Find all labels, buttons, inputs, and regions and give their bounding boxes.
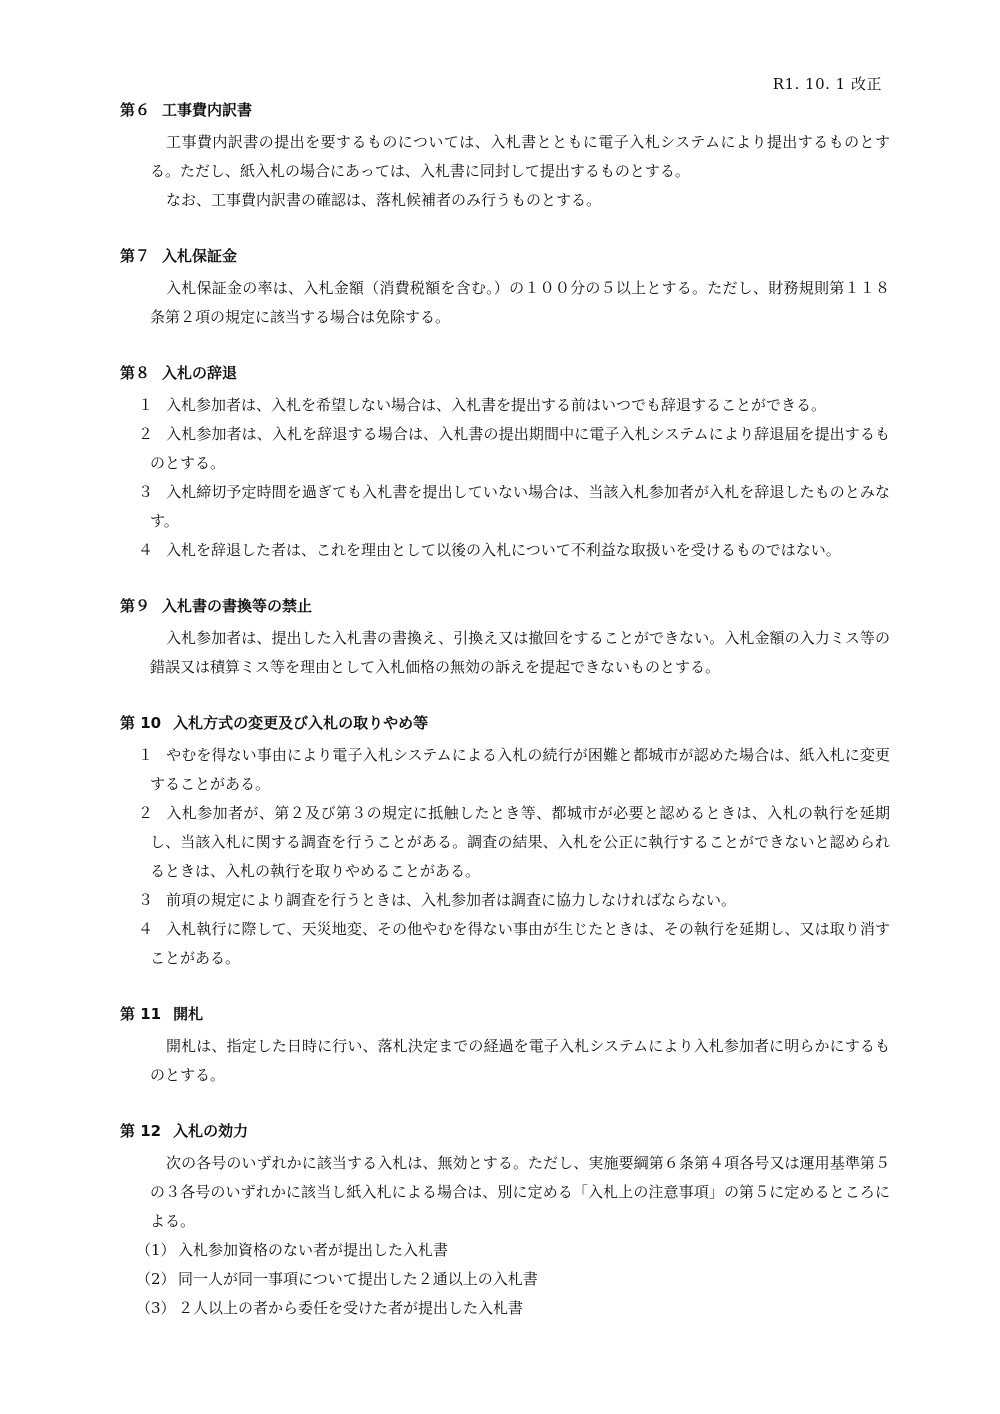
item-number: １ xyxy=(138,396,154,414)
section-heading xyxy=(120,98,890,122)
section-title: 入札保証金 xyxy=(162,247,238,265)
list-item xyxy=(120,536,890,565)
sub-item-text: 入札参加資格のない者が提出した入札書 xyxy=(178,1241,449,1259)
section-heading xyxy=(120,711,890,735)
item-text: 入札を辞退した者は、これを理由として以後の入札について不利益な取扱いを受けるものではない。 xyxy=(166,541,841,559)
section-6 xyxy=(120,98,890,215)
sub-item-text: 同一人が同一事項について提出した２通以上の入札書 xyxy=(178,1270,538,1288)
section-10 xyxy=(120,711,890,973)
list-item xyxy=(120,886,890,915)
section-title: 入札書の書換等の禁止 xyxy=(162,597,313,615)
section-number: 第９ xyxy=(120,597,151,615)
section-title: 工事費内訳書 xyxy=(162,101,253,119)
section-8 xyxy=(120,361,890,565)
section-title: 入札の効力 xyxy=(173,1122,249,1140)
list-item xyxy=(120,391,890,420)
section-number: 第７ xyxy=(120,247,151,265)
section-heading xyxy=(120,594,890,618)
item-number: ３ xyxy=(138,891,154,909)
item-number: ３ xyxy=(138,483,154,501)
revision-note: R1. 10. 1 改正 xyxy=(772,75,882,93)
sub-item-number: （2） xyxy=(136,1270,176,1288)
sub-item-text: ２人以上の者から委任を受けた者が提出した入札書 xyxy=(178,1299,524,1317)
section-11 xyxy=(120,1002,890,1090)
section-heading xyxy=(120,361,890,385)
section-7 xyxy=(120,244,890,332)
section-number: 第 10 xyxy=(120,714,162,732)
section-heading xyxy=(120,244,890,268)
section-heading xyxy=(120,1119,890,1143)
sub-item xyxy=(120,1294,890,1323)
item-number: ２ xyxy=(138,425,154,443)
section-number: 第６ xyxy=(120,101,151,119)
item-number: ２ xyxy=(138,804,154,822)
item-text: 前項の規定により調査を行うときは、入札参加者は調査に協力しなければならない。 xyxy=(166,891,737,909)
paragraph: 次の各号のいずれかに該当する入札は、無効とする。ただし、実施要綱第６条第４項各号又は運用基準第５の３各号のいずれかに該当し紙入札による場合は、別に定める「入札上の注意事項」の第５に定めるところによる。 xyxy=(150,1154,890,1230)
item-text: やむを得ない事由により電子入札システムによる入札の続行が困難と都城市が認めた場合は、紙入札に変更することがある。 xyxy=(150,746,890,793)
paragraph: 入札保証金の率は、入札金額（消費税額を含む。）の１００分の５以上とする。ただし、財務規則第１１８条第２項の規定に該当する場合は免除する。 xyxy=(150,279,890,326)
section-title: 開札 xyxy=(173,1005,204,1023)
paragraph: 開札は、指定した日時に行い、落札決定までの経過を電子入札システムにより入札参加者に明らかにするものとする。 xyxy=(150,1037,890,1084)
item-number: ４ xyxy=(138,920,154,938)
item-number: ４ xyxy=(138,541,154,559)
sub-item xyxy=(120,1236,890,1265)
section-title: 入札方式の変更及び入札の取りやめ等 xyxy=(173,714,429,732)
list-item xyxy=(120,420,890,478)
sub-item xyxy=(120,1265,890,1294)
paragraph: 入札参加者は、提出した入札書の書換え、引換え又は撤回をすることができない。入札金額の入力ミス等の錯誤又は積算ミス等を理由として入札価格の無効の訴えを提起できないものとする。 xyxy=(150,629,890,676)
paragraph: 工事費内訳書の提出を要するものについては、入札書とともに電子入札システムにより提出するものとする。ただし、紙入札の場合にあっては、入札書に同封して提出するものとする。 xyxy=(150,133,890,180)
section-12 xyxy=(120,1119,890,1323)
item-text: 入札参加者が、第２及び第３の規定に抵触したとき等、都城市が必要と認めるときは、入札の執行を延期し、当該入札に関する調査を行うことがある。調査の結果、入札を公正に執行することができないと認められるときは、入札の執行を取りやめることがある。 xyxy=(150,804,890,880)
item-text: 入札執行に際して、天災地変、その他やむを得ない事由が生じたときは、その執行を延期し、又は取り消すことがある。 xyxy=(150,920,890,967)
section-heading xyxy=(120,1002,890,1026)
section-9 xyxy=(120,594,890,682)
list-item xyxy=(120,915,890,973)
sub-item-number: （3） xyxy=(136,1299,176,1317)
section-number: 第８ xyxy=(120,364,151,382)
item-text: 入札締切予定時間を過ぎても入札書を提出していない場合は、当該入札参加者が入札を辞退したものとみなす。 xyxy=(150,483,890,530)
item-text: 入札参加者は、入札を辞退する場合は、入札書の提出期間中に電子入札システムにより辞退届を提出するものとする。 xyxy=(150,425,890,472)
list-item xyxy=(120,478,890,536)
section-title: 入札の辞退 xyxy=(162,364,238,382)
section-number: 第 11 xyxy=(120,1005,162,1023)
item-number: １ xyxy=(138,746,154,764)
paragraph: なお、工事費内訳書の確認は、落札候補者のみ行うものとする。 xyxy=(166,191,602,209)
sub-item-number: （1） xyxy=(136,1241,176,1259)
section-number: 第 12 xyxy=(120,1122,162,1140)
list-item xyxy=(120,741,890,799)
item-text: 入札参加者は、入札を希望しない場合は、入札書を提出する前はいつでも辞退することができる。 xyxy=(166,396,827,414)
list-item xyxy=(120,799,890,886)
document-body xyxy=(120,98,890,1352)
